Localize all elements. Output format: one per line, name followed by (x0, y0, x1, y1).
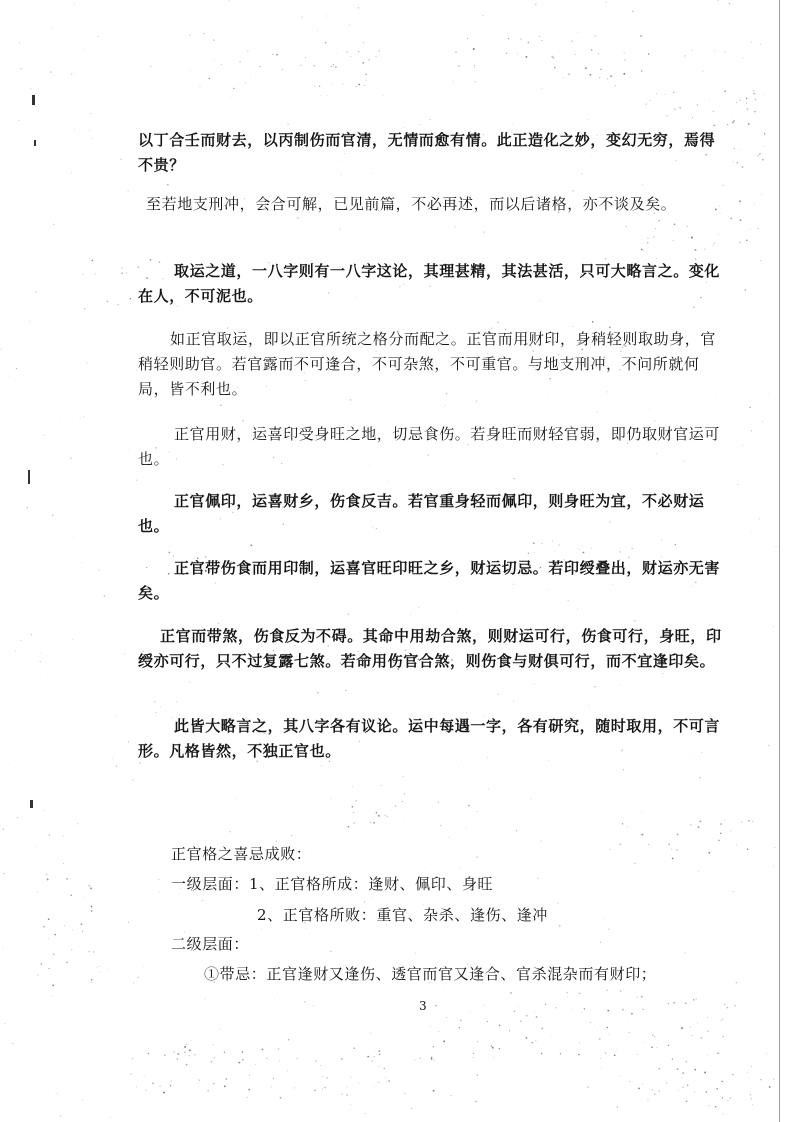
paragraph-9: 此皆大略言之，其八字各有议论。运中每遇一字，各有研究，随时取用，不可言形。凡格皆然，不独正官也。 (138, 717, 721, 760)
outline-level1-item1: 一级层面：1、正官格所成：逢财、佩印、身旺 (171, 875, 494, 893)
scan-edge-line (779, 0, 780, 1122)
paragraph-2: 至若地支刑冲，会合可解，已见前篇，不必再述，而以后诸格，亦不谈及矣。 (146, 195, 677, 213)
paragraph-7: 正官带伤食而用印制，运喜官旺印旺之乡，财运切忌。若印绶叠出，财运亦无害矣。 (138, 559, 721, 602)
outline-heading: 正官格之喜忌成败： (171, 845, 312, 863)
outline-level2-heading: 二级层面： (171, 935, 250, 953)
paragraph-8: 正官而带煞，伤食反为不碍。其命中用劫合煞，则财运可行，伤食可行，身旺，印绶亦可行，只不过复露七煞。若命用伤官合煞，则伤食与财俱可行，而不宜逢印矣。 (138, 627, 722, 670)
paragraph-1: 以丁合壬而财去，以丙制伤而官清，无情而愈有情。此正造化之妙，变幻无穷，焉得不贵？ (138, 131, 716, 174)
paragraph-5: 正官用财，运喜印受身旺之地，切忌食伤。若身旺而财轻官弱，即仍取财官运可也。 (138, 425, 721, 468)
paragraph-6: 正官佩印，运喜财乡，伤食反吉。若官重身轻而佩印，则身旺为宜，不必财运也。 (138, 492, 705, 535)
paragraph-3: 取运之道，一八字则有一八字这论，其理甚精，其法甚活，只可大略言之。变化在人，不可泥也。 (138, 262, 721, 305)
page-number: 3 (419, 999, 427, 1013)
paragraph-4: 如正官取运，即以正官所统之格分而配之。正官而用财印，身稍轻则取助身，官稍轻则助官。若官露而不可逢合，不可杂煞，不可重官。与地支刑冲，不问所就何局，皆不利也。 (138, 330, 717, 398)
outline-level1-item2: 2、正官格所败：重官、杂杀、逢伤、逢冲 (257, 906, 548, 924)
outline-level2-item1: ①带忌：正官逢财又逢伤、透官而官又逢合、官杀混杂而有财印； (204, 965, 657, 983)
